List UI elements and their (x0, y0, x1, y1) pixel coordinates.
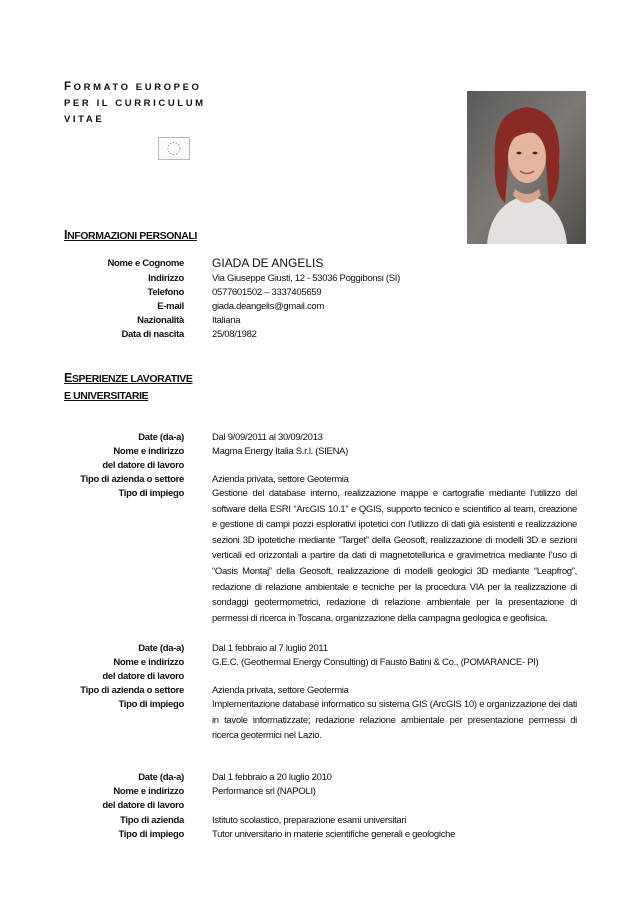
format-title-line-2: PER IL CURRICULUM (64, 98, 206, 109)
job-label: Tipo di impiego (118, 699, 184, 710)
birth-label: Data di nascita (121, 329, 184, 340)
job-label: Tipo di impiego (118, 829, 184, 840)
name-label: Nome e Cognome (107, 258, 184, 269)
job-3-sector: Istituto scolastico, preparazione esami universitari (212, 815, 407, 826)
eu-flag-icon (158, 137, 190, 160)
job-1-dates: Dal 9/09/2011 al 30/09/2013 (212, 432, 323, 443)
sector-label: Tipo di azienda o settore (80, 685, 184, 696)
cv-format-title (64, 79, 206, 128)
employer-label-2: del datore di lavoro (102, 671, 184, 682)
employer-label: Nome e indirizzo (113, 786, 184, 797)
job-3-description: Tutor universitario in materie scientifiche generali e geologiche (212, 829, 456, 840)
experience-heading: ESPERIENZE LAVORATIVE E UNIVERSITARIE (64, 371, 193, 402)
employer-label: Nome e indirizzo (113, 657, 184, 668)
dates-label: Date (da-a) (138, 772, 184, 783)
job-2-dates: Dal 1 febbraio al 7 luglio 2011 (212, 643, 328, 654)
email-value: giada.deangelis@gmail.com (212, 301, 324, 312)
job-label: Tipo di impiego (118, 488, 184, 499)
job-1-sector: Azienda privata, settore Geotermia (212, 474, 349, 485)
nationality-label: Nazionalità (137, 315, 184, 326)
address-value: Via Giuseppe Giusti, 12 - 53036 Poggibonsi (SI) (212, 273, 400, 284)
name-value: GIADA DE ANGELIS (212, 256, 324, 270)
nationality-value: Italiana (212, 315, 241, 326)
format-title-line-1: FORMATO EUROPEO (64, 81, 202, 93)
dates-label: Date (da-a) (138, 643, 184, 654)
job-1-employer: Magma Energy Italia S.r.l. (SIENA) (212, 446, 349, 457)
sector-label-short: Tipo di azienda (120, 815, 184, 826)
birth-value: 25/08/1982 (212, 329, 257, 340)
phone-value: 0577601502 – 3337405659 (212, 287, 322, 298)
job-3-employer: Performance srl (NAPOLI) (212, 786, 316, 797)
profile-photo (467, 91, 586, 244)
dates-label: Date (da-a) (138, 432, 184, 443)
job-1-description: Gestione del database interno, realizzazione mappe e cartografie mediante l’utilizzo del software della ESRI “ArcGIS 10.1” e QGIS, supporto tecnico e scientifico al team, creazione e gestione di campi pozzi esplorativi ipotetici con l’utilizzo di dati già esistenti e realizzazione sezioni 3D ipotetiche mediante “Target” della Geosoft, realizzazione di modelli 3D e sezioni verticali ed orizzontali a partire da dati di magnetotellurica e gravimetrica mediante l’uso di “Oasis Montaj” della Geosoft, realizzazione di modelli geologici 3D mediante “Leapfrog”, redazione di relazione ambientale e tecniche per la procedura VIA per la realizzazione di sondaggi geotermometrici, redazione di relazione ambientale per la presentazione di permessi di ricerca in Toscana, organizzazione della campagna geologica e geofisica. (212, 488, 577, 624)
employer-label-2: del datore di lavoro (102, 800, 184, 811)
personal-info-heading: INFORMAZIONI PERSONALI (64, 228, 197, 242)
format-title-line-3: VITAE (64, 114, 105, 125)
address-label: Indirizzo (148, 273, 184, 284)
job-3-dates: Dal 1 febbraio a 20 luglio 2010 (212, 772, 332, 783)
sector-label: Tipo di azienda o settore (80, 474, 184, 485)
email-label: E-mail (157, 301, 184, 312)
employer-label-2: del datore di lavoro (102, 460, 184, 471)
job-2-employer: G.E.C. (Geothermal Energy Consulting) di Fausto Batini & Co., (POMARANCE- PI) (212, 657, 539, 668)
phone-label: Telefono (147, 287, 184, 298)
employer-label: Nome e indirizzo (113, 446, 184, 457)
job-2-description: Implementazione database informatico su sistema GIS (ArcGIS 10) e organizzazione dei dati in tavole informatizzate; redazione relazione ambientale per presentazione permessi di ricerca geotermici nel Lazio. (212, 699, 577, 742)
job-2-sector: Azienda privata, settore Geotermia (212, 685, 349, 696)
